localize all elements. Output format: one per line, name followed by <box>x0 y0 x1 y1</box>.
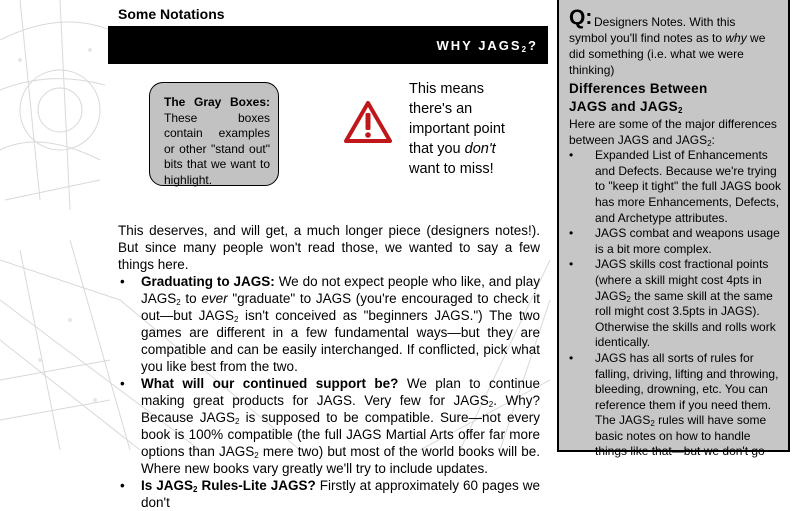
warning-triangle-icon <box>343 100 393 144</box>
list-item: • Is $JAGS_2$ Rules-Lite JAGS? Firstly at approximately 60 pages we don't <box>120 478 540 510</box>
q-description: Designers Notes. With this symbol you'll find notes as to why we did something (i.e. what we were thinking) <box>569 15 766 77</box>
section-heading: Some Notations <box>118 6 225 22</box>
sidebar-heading: Differences Between JAGS and $JAGS_2$ <box>569 81 708 115</box>
list-item: • Graduating to JAGS: We do not expect people who like, and play $JAGS_2$ to ever "graduate" to JAGS (you're encouraged to check it out—but $JAGS_2$ isn't conceived as "beginners JAGS.") The two games are different in a few fundamental ways—but they are compatible and can be easily interchanged. If conflicted, pick what you like best from the two. <box>120 274 540 374</box>
bullet-list <box>118 273 540 511</box>
intro-paragraph: This deserves, and will get, a much longer piece (designers notes!). But since many people won't read those, we wanted to say a few things here. <box>118 223 540 272</box>
warning-line-2: there's an <box>409 101 473 117</box>
warning-note <box>409 79 505 179</box>
warning-line-5: want to miss! <box>409 161 494 177</box>
banner-title: WHY $JAGS_2$? <box>436 38 538 54</box>
sidebar-panel <box>557 0 790 459</box>
warning-line-3: important point <box>409 121 505 137</box>
warning-line-1: This means <box>409 81 484 97</box>
list-item: • What will our continued support be? We plan to continue making great products for JAGS. Very few for $JAGS_2$. Why? Because $JAGS_2$ is supposed to be compatible. Sure—not every book is 100% compatible (the full JAGS Martial Arts offer far more options than $JAGS_2$ mere two) but most of the world books will be. Where new books vary greatly we'll try to include updates. <box>120 376 540 476</box>
title-banner <box>108 26 548 64</box>
sidebar-body <box>569 117 781 460</box>
warning-line-4: that you don't <box>409 141 496 157</box>
q-symbol: Q: <box>569 6 593 29</box>
sidebar-designers-notes <box>555 0 800 459</box>
main-body-text <box>118 222 540 511</box>
list-item: • Expanded List of Enhancements and Defects. Because we're trying to "keep it tight" the full JAGS book has more Enhancements, Defects, and Archetype attributes. <box>569 148 781 225</box>
gray-box-text: These boxes contain examples or other "stand out" bits that we want to highlight. <box>164 110 270 187</box>
gray-box-title: The Gray Boxes: <box>164 95 270 109</box>
list-item: • JAGS combat and weapons usage is a bit more complex. <box>569 226 780 256</box>
sidebar-intro: Here are some of the major differences between JAGS and $JAGS_2$: <box>569 117 777 148</box>
list-item: • JAGS skills cost fractional points (where a skill might cost 4pts in $JAGS_2$ the same skill at the same roll might cost 3.5pts in JAGS). Otherwise the skills and rolls work identically. <box>569 257 776 350</box>
list-item: • JAGS has all sorts of rules for falling, driving, lifting and throwing, bleeding, drowning, etc. You can reference them if you need them. The $JAGS_2$ rules will have some basic notes on how to handle things like that—but we don't go <box>569 350 779 459</box>
gray-box-example <box>149 82 279 186</box>
differences-list <box>569 148 781 460</box>
